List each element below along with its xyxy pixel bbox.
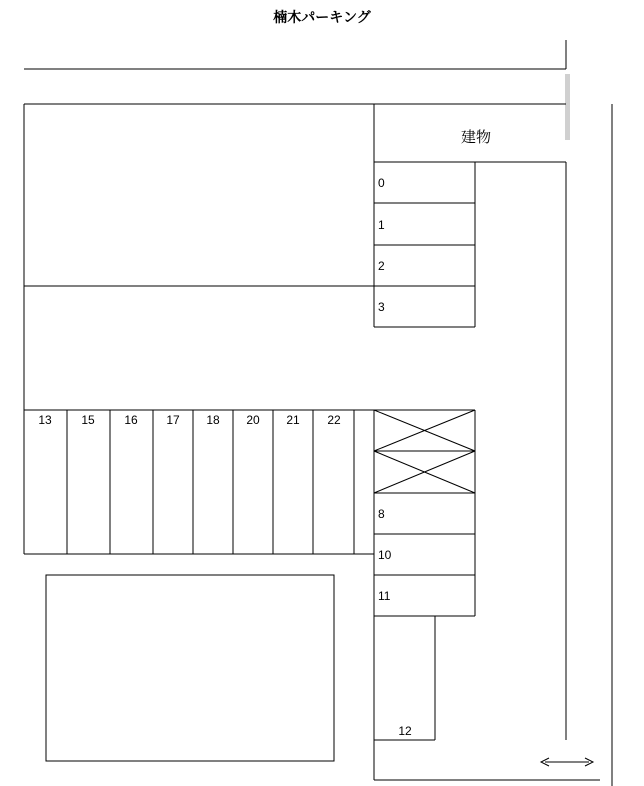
space-label: 3 (378, 300, 385, 314)
upper-lot-area (24, 104, 566, 554)
space-column-right-lower (374, 493, 475, 780)
unavailable-spaces (374, 410, 475, 493)
space-label: 0 (378, 176, 385, 190)
space-label: 16 (124, 413, 138, 427)
scroll-marker (565, 74, 570, 140)
building (374, 104, 566, 162)
space-label: 11 (378, 589, 391, 603)
map-title: 楠木パーキング (273, 9, 371, 25)
space-label: 21 (286, 413, 300, 427)
space-label: 18 (206, 413, 220, 427)
space-label: 13 (38, 413, 52, 427)
space-label: 22 (327, 413, 341, 427)
road-edge-top (24, 40, 566, 69)
space-label: 17 (166, 413, 180, 427)
space-column-right-upper (374, 162, 475, 327)
lower-left-area (46, 575, 334, 761)
space-corner (374, 616, 435, 740)
building-label: 建物 (460, 129, 492, 146)
space-label: 20 (246, 413, 260, 427)
space-label: 1 (378, 218, 385, 232)
space-label: 12 (398, 724, 412, 738)
road-edge-right (374, 104, 612, 786)
space-label: 8 (378, 507, 385, 521)
two-way-arrow-icon (541, 758, 593, 766)
space-row-bottom (24, 410, 374, 554)
space-label: 2 (378, 259, 385, 273)
space-label: 10 (378, 548, 392, 562)
space-label: 15 (81, 413, 95, 427)
